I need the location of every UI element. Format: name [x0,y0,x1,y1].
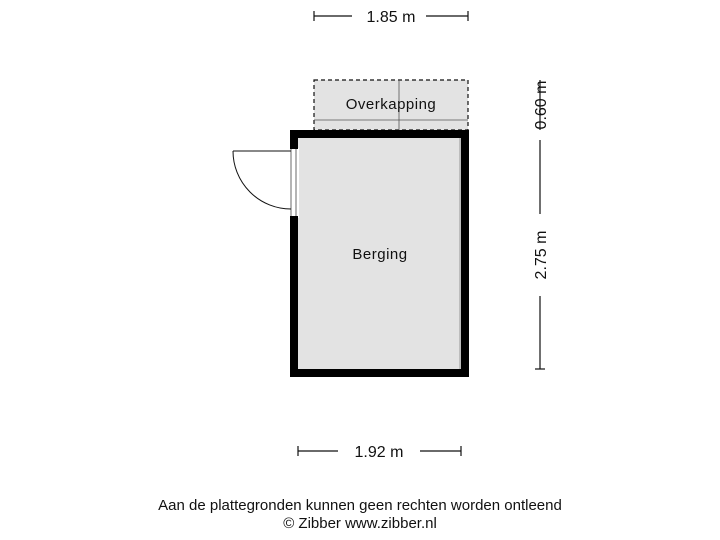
berging-label: Berging [352,246,408,263]
dimension-right-lower-label: 2.75 m [533,230,550,280]
dimension-right-lower [533,140,550,369]
overkapping-label: Overkapping [345,96,437,113]
overkapping-area [314,80,468,130]
dimension-top-label: 1.85 m [366,9,416,26]
dimension-right-upper-label: 0.60 m [533,80,550,130]
dimension-right-upper [533,80,550,130]
copyright-text: © Zibber www.zibber.nl [283,515,437,532]
dimension-top [314,9,468,26]
berging-room [290,130,469,377]
disclaimer-text: Aan de plattegronden kunnen geen rechten worden ontleend [158,497,562,514]
dimension-bottom [298,444,461,461]
dimension-bottom-label: 1.92 m [354,444,404,461]
door [233,146,299,219]
